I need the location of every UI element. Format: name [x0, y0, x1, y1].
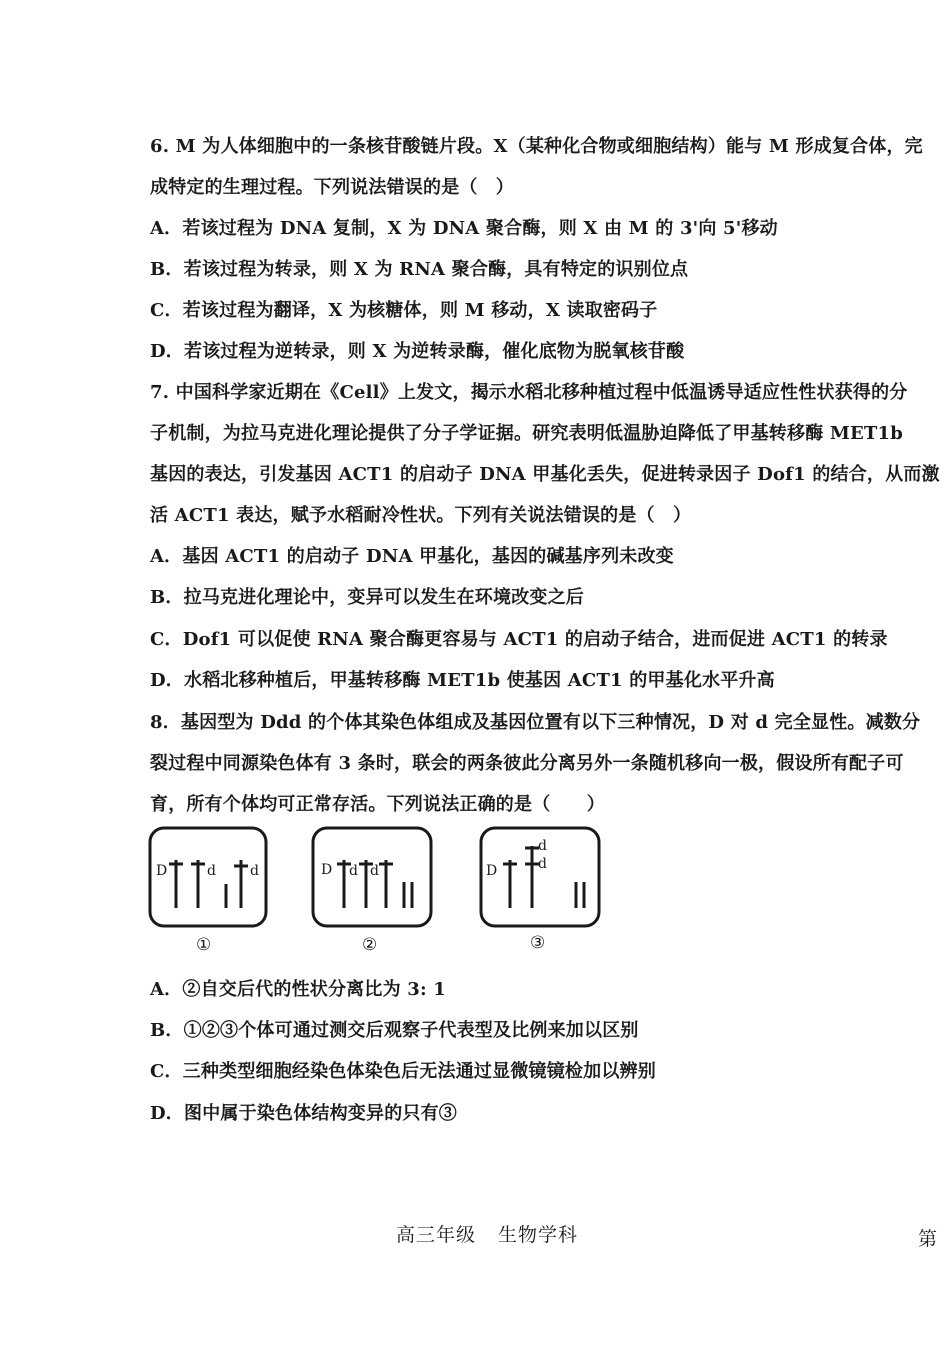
cell-1-gene-1: D — [156, 863, 168, 879]
footer-page-prefix: 第 — [918, 1228, 938, 1250]
cell-3-gene-2: d — [538, 838, 547, 854]
q8-stem-line-1: 8．基因型为 Ddd 的个体其染色体组成及基因位置有以下三种情况，D 对 d 完全显性。减数分 — [150, 712, 921, 733]
q7-option-c: C．Dof1 可以促使 RNA 聚合酶更容易与 ACT1 的启动子结合，进而促进 ACT1 的转录 — [150, 629, 888, 650]
q6-option-a: A．若该过程为 DNA 复制，X 为 DNA 聚合酶，则 X 由 M 的 3'向 5'移动 — [150, 218, 778, 239]
q7-stem-line-4: 活 ACT1 表达，赋予水稻耐冷性状。下列有关说法错误的是（ ） — [150, 505, 692, 526]
cell-3-gene-3: d — [538, 856, 547, 872]
q6-option-d: D．若该过程为逆转录，则 X 为逆转录酶，催化底物为脱氧核苷酸 — [150, 341, 685, 362]
q6-option-b: B．若该过程为转录，则 X 为 RNA 聚合酶，具有特定的识别位点 — [150, 259, 689, 280]
cell-3-gene-1: D — [486, 863, 498, 879]
cell-1-gene-2: d — [207, 863, 216, 879]
q8-option-a: A．②自交后代的性状分离比为 3: 1 — [150, 979, 446, 1000]
cell-2-gene-2: d — [349, 863, 358, 879]
cell-3-label: ③ — [530, 933, 546, 953]
footer-subject: 生物学科 — [498, 1224, 579, 1246]
q8-option-b: B．①②③个体可通过测交后观察子代表型及比例来加以区别 — [150, 1020, 639, 1041]
q8-option-c: C．三种类型细胞经染色体染色后无法通过显微镜镜检加以辨别 — [150, 1061, 656, 1082]
q7-option-d: D．水稻北移种植后，甲基转移酶 MET1b 使基因 ACT1 的甲基化水平升高 — [150, 670, 775, 691]
q6-stem-line-2: 成特定的生理过程。下列说法错误的是（ ） — [150, 177, 514, 198]
q8-stem-line-3: 育，所有个体均可正常存活。下列说法正确的是（ ） — [150, 794, 605, 815]
q7-stem-line-2: 子机制，为拉马克进化理论提供了分子学证据。研究表明低温胁迫降低了甲基转移酶 MET1b — [150, 423, 904, 444]
q7-stem-line-1: 7. 中国科学家近期在《Cell》上发文，揭示水稻北移种植过程中低温诱导适应性性状获得的分 — [150, 382, 908, 403]
q7-option-b: B．拉马克进化理论中，变异可以发生在环境改变之后 — [150, 587, 585, 608]
cell-2-gene-3: d — [370, 863, 379, 879]
q7-stem-line-3: 基因的表达，引发基因 ACT1 的启动子 DNA 甲基化丢失，促进转录因子 Dof1 的结合，从而激 — [150, 464, 940, 485]
cell-1-label: ① — [196, 935, 212, 955]
cell-2-gene-1: D — [321, 862, 333, 878]
page-footer — [396, 1220, 600, 1247]
footer-grade: 高三年级 — [396, 1224, 477, 1246]
q8-stem-line-2: 裂过程中同源染色体有 3 条时，联会的两条彼此分离另外一条随机移向一极，假设所有配子可 — [150, 753, 904, 774]
q8-option-d: D．图中属于染色体结构变异的只有③ — [150, 1103, 458, 1124]
cell-1-gene-3: d — [250, 863, 259, 879]
q7-option-a: A．基因 ACT1 的启动子 DNA 甲基化，基因的碱基序列未改变 — [150, 546, 674, 567]
cell-2-label: ② — [362, 935, 378, 955]
chromosome-diagram — [148, 826, 608, 956]
q6-option-c: C．若该过程为翻译，X 为核糖体，则 M 移动，X 读取密码子 — [150, 300, 658, 321]
q6-stem-line-1: 6. M 为人体细胞中的一条核苷酸链片段。X（某种化合物或细胞结构）能与 M 形成复合体，完 — [150, 136, 923, 157]
